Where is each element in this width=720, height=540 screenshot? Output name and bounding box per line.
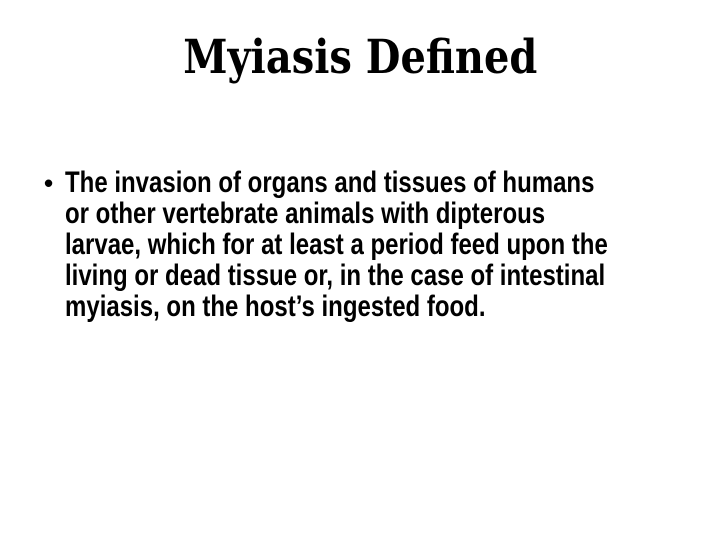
bullet-text-line: or other vertebrate animals with dipterous [65, 197, 546, 230]
slide-title-container [0, 30, 720, 85]
bullet-dot-icon: • [44, 168, 54, 198]
bullet-text-line: larvae, which for at least a period feed upon the [65, 228, 608, 261]
bullet-text-block [65, 167, 700, 322]
bullet-item [44, 167, 700, 322]
bullet-text-line: myiasis, on the host’s ingested food. [65, 290, 486, 323]
bullet-text-line: living or dead tissue or, in the case of intestinal [65, 259, 606, 292]
bullet-text-line: The invasion of organs and tissues of humans [65, 166, 595, 199]
slide-title: Myiasis Defined [182, 30, 538, 85]
